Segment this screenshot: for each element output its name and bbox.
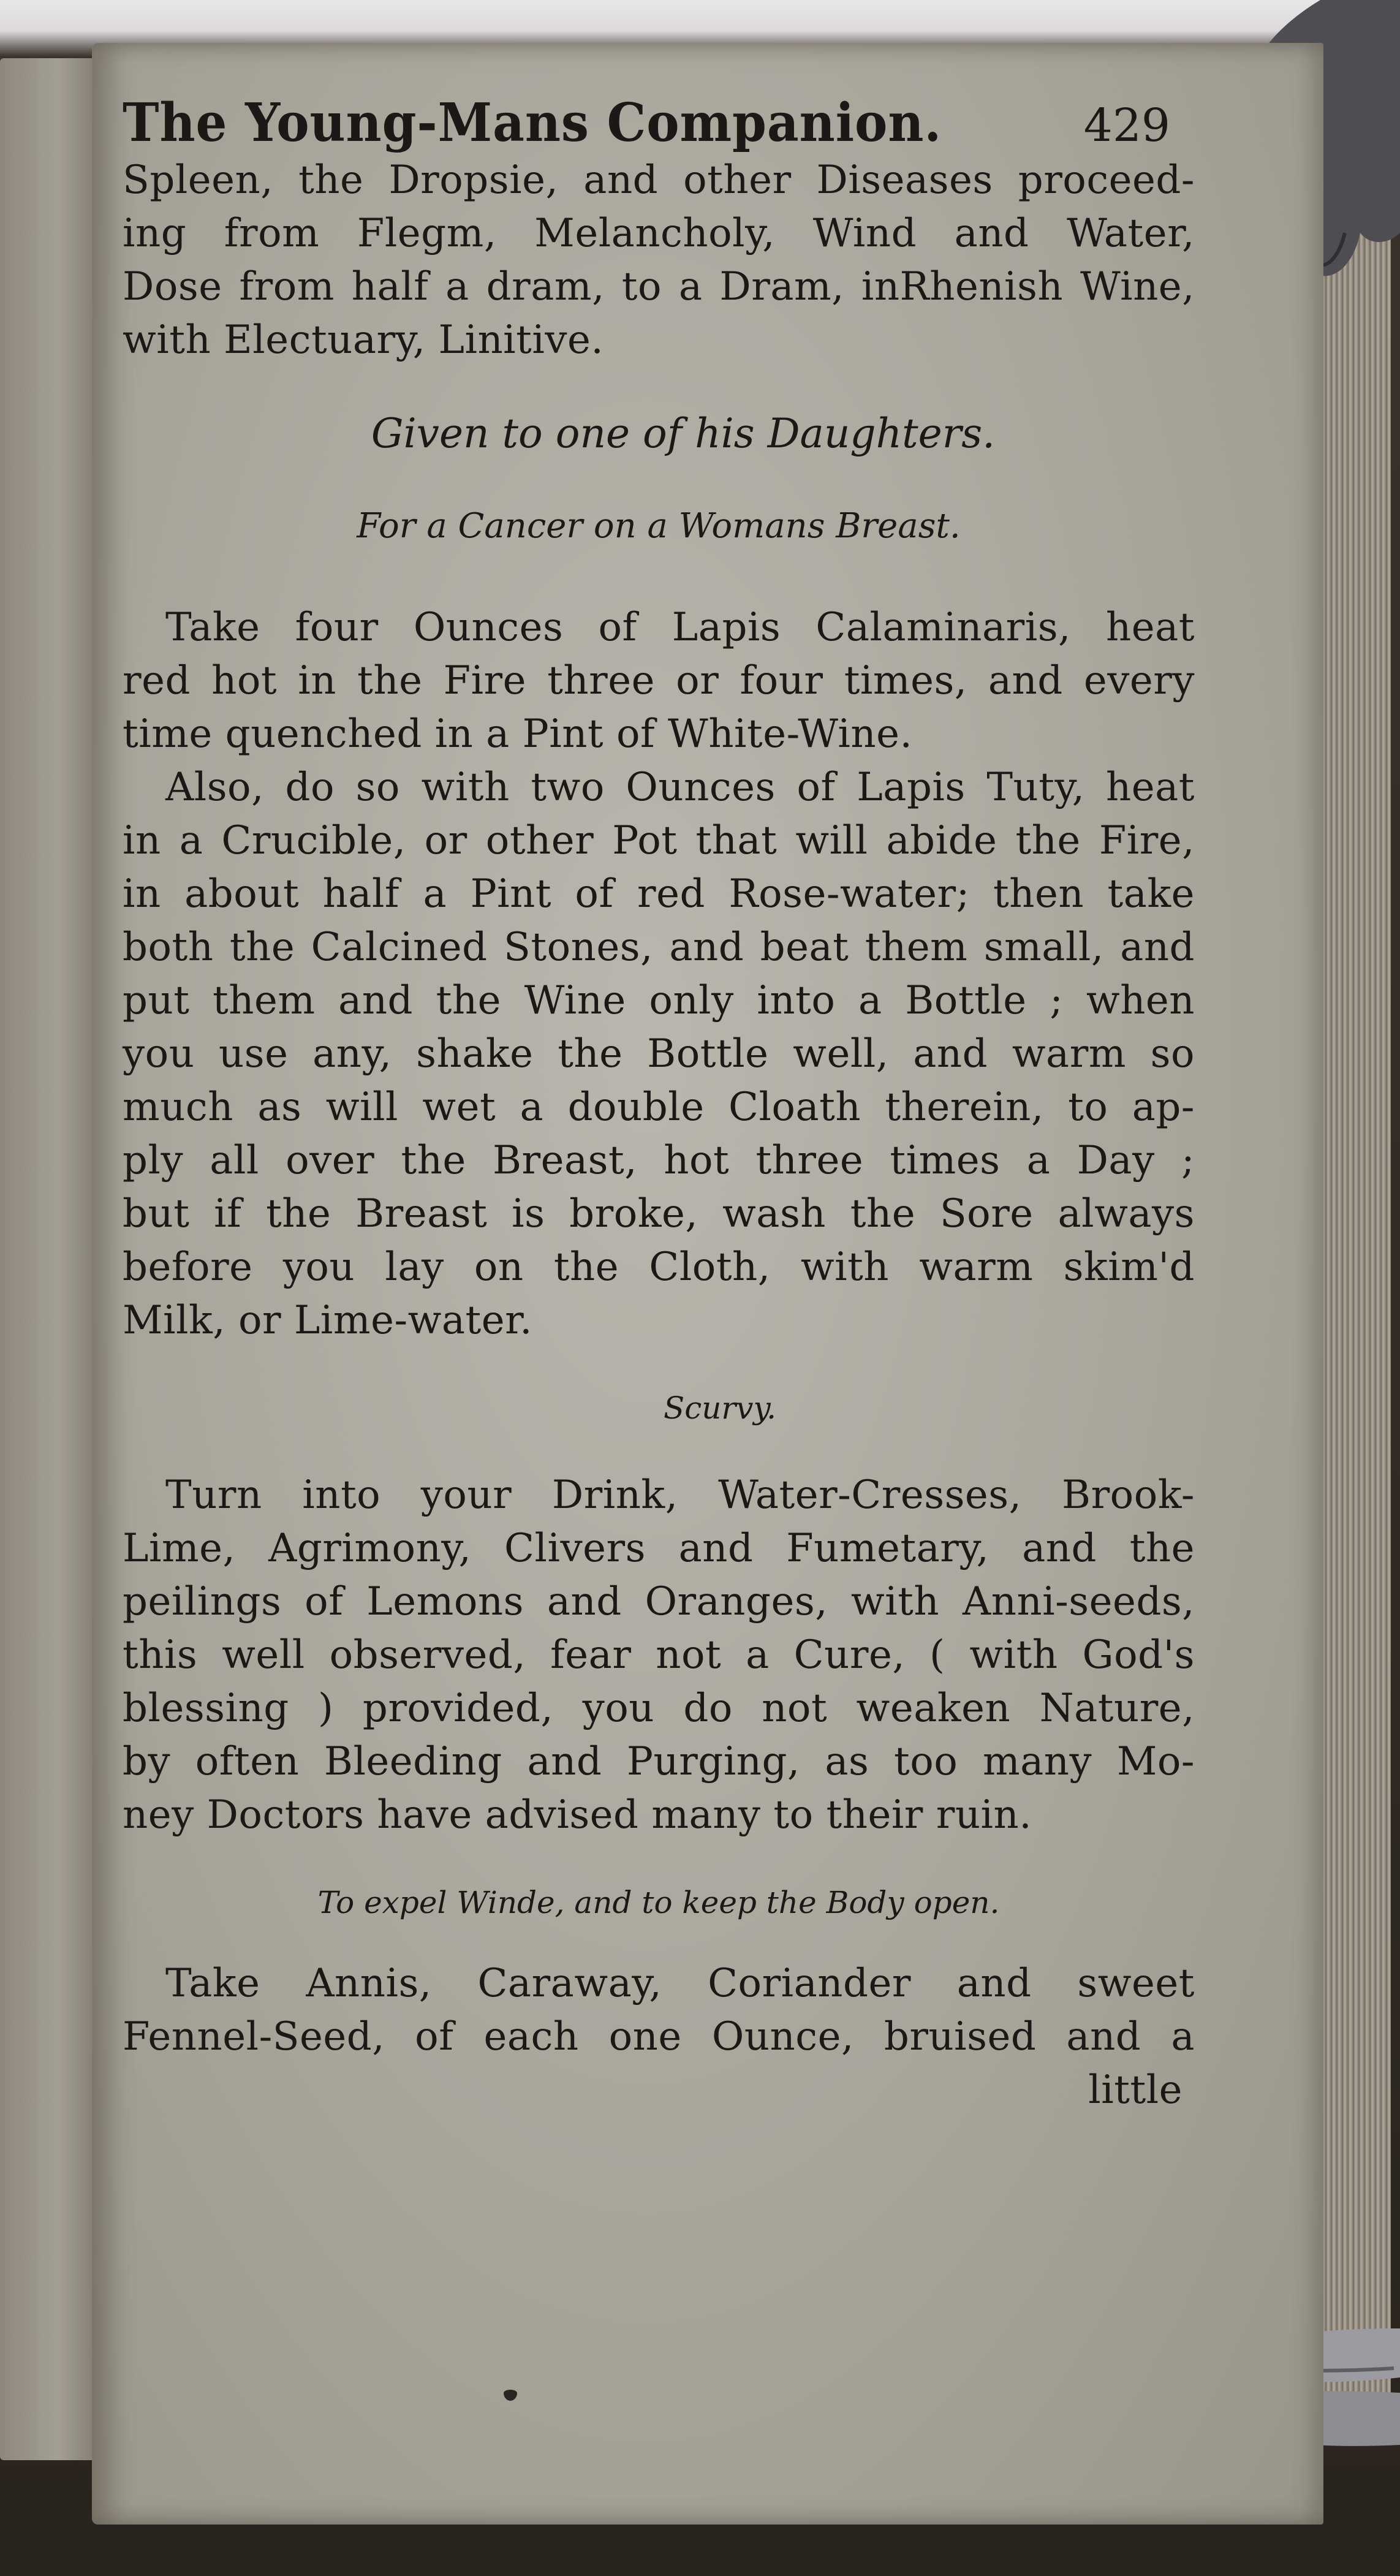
text-line: before you lay on the Cloth, with warm skim'd — [123, 1244, 1195, 1290]
page-number: 429 — [1083, 99, 1170, 152]
text-line: Spleen, the Dropsie, and other Diseases proceed- — [123, 157, 1195, 203]
winde-paragraph — [123, 1957, 1195, 2117]
text-line: ney Doctors have advised many to their ruin. — [123, 1792, 1032, 1838]
text-line: Take Annis, Caraway, Coriander and sweet — [165, 1961, 1195, 2006]
text-line: Turn into your Drink, Water-Cresses, Brook- — [165, 1472, 1195, 1518]
text-line: ing from Flegm, Melancholy, Wind and Water, — [123, 211, 1195, 256]
text-line: Also, do so with two Ounces of Lapis Tuty, heat — [165, 765, 1195, 810]
text-line: put them and the Wine only into a Bottle ; when — [123, 978, 1195, 1023]
text-line: Take four Ounces of Lapis Calaminaris, heat — [165, 605, 1195, 650]
cancer-paragraph — [123, 601, 1195, 1347]
opening-paragraph — [123, 154, 1195, 367]
text-line: in about half a Pint of red Rose-water; then take — [123, 871, 1195, 917]
heading-cancer: For a Cancer on a Womans Breast. — [357, 506, 961, 546]
text-line: Milk, or Lime-water. — [123, 1298, 532, 1343]
text-line: this well observed, fear not a Cure, ( with God's — [123, 1632, 1195, 1678]
text-line: Lime, Agrimony, Clivers and Fumetary, and the — [123, 1526, 1195, 1571]
text-line: both the Calcined Stones, and beat them small, and — [123, 925, 1195, 970]
page-header — [123, 92, 1195, 154]
catchword: little — [1088, 2067, 1182, 2113]
text-line: peilings of Lemons and Oranges, with Anni-seeds, — [123, 1579, 1195, 1624]
text-line: ply all over the Breast, hot three times a Day ; — [123, 1138, 1195, 1183]
heading-scurvy: Scurvy. — [663, 1390, 777, 1426]
text-line: much as will wet a double Cloath therein, to ap- — [123, 1085, 1195, 1130]
scurvy-paragraph — [123, 1469, 1195, 1842]
text-line: you use any, shake the Bottle well, and warm so — [123, 1031, 1195, 1077]
text-line: with Electuary, Linitive. — [123, 317, 604, 363]
running-head: The Young-Mans Companion. — [123, 92, 942, 154]
text-line: time quenched in a Pint of White-Wine. — [123, 711, 913, 757]
text-line: in a Crucible, or other Pot that will abide the Fire, — [123, 818, 1195, 863]
heading-winde: To expel Winde, and to keep the Body open. — [317, 1885, 1000, 1920]
text-line: Fennel-Seed, of each one Ounce, bruised and a — [123, 2014, 1195, 2059]
page-text — [123, 92, 1195, 2117]
text-line: red hot in the Fire three or four times, and every — [123, 658, 1195, 703]
text-line: but if the Breast is broke, wash the Sore always — [123, 1191, 1195, 1237]
text-line: by often Bleeding and Purging, as too many Mo- — [123, 1739, 1195, 1784]
text-line: blessing ) provided, you do not weaken Nature, — [123, 1686, 1195, 1731]
facing-page-edge — [0, 58, 104, 2460]
text-line: Dose from half a dram, to a Dram, inRhenish Wine, — [123, 264, 1195, 309]
heading-daughters: Given to one of his Daughters. — [371, 410, 996, 457]
